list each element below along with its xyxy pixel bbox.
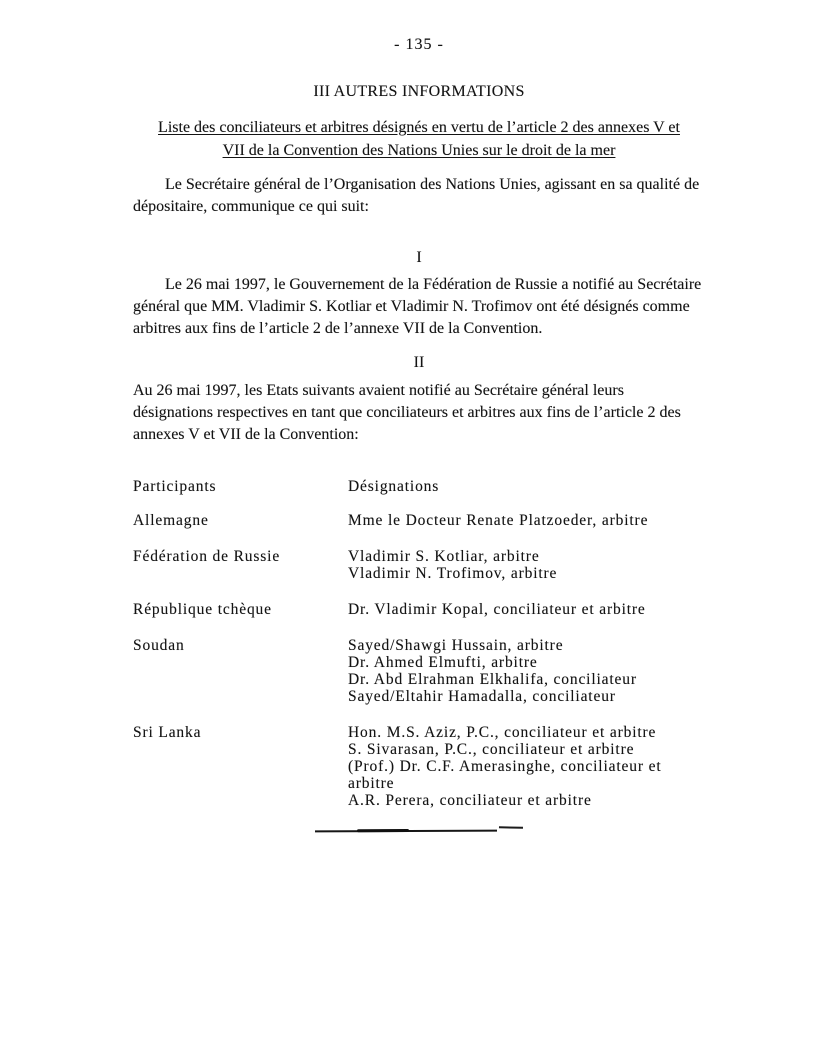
column-header-designations: Désignations <box>348 478 440 495</box>
table-row <box>133 512 705 529</box>
designation-line: Vladimir S. Kotliar, arbitre <box>348 548 540 565</box>
designation-line: A.R. Perera, conciliateur et arbitre <box>348 792 592 809</box>
footnote-separator-rule <box>315 830 497 832</box>
participants-table <box>133 478 705 809</box>
document-subtitle <box>133 116 705 162</box>
designations-cell <box>348 637 704 705</box>
participant-name: Soudan <box>133 637 185 654</box>
designations-cell <box>348 512 704 529</box>
table-row <box>133 724 705 809</box>
section-numeral-2: II <box>413 354 425 371</box>
designation-line: Hon. M.S. Aziz, P.C., conciliateur et arbitre <box>348 724 657 741</box>
designation-line: (Prof.) Dr. C.F. Amerasinghe, conciliateur et arbitre <box>348 758 662 792</box>
page-content <box>133 0 705 828</box>
section-numeral-1: I <box>416 249 422 266</box>
table-body <box>133 512 705 809</box>
designation-line: Sayed/Eltahir Hamadalla, conciliateur <box>348 688 616 705</box>
designations-cell <box>348 724 704 809</box>
designation-line: Vladimir N. Trofimov, arbitre <box>348 565 558 582</box>
table-row <box>133 548 705 582</box>
designation-line: S. Sivarasan, P.C., conciliateur et arbitre <box>348 741 635 758</box>
designations-cell <box>348 548 704 582</box>
intro-paragraph: Le Secrétaire général de l’Organisation des Nations Unies, agissant en sa qualité de dépositaire, communique ce qui suit: <box>133 176 700 215</box>
table-row <box>133 637 705 705</box>
designation-line: Dr. Ahmed Elmufti, arbitre <box>348 654 538 671</box>
page-title: III AUTRES INFORMATIONS <box>313 83 525 100</box>
table-row <box>133 601 705 618</box>
table-header-row <box>133 478 705 495</box>
section-2-paragraph: Au 26 mai 1997, les Etats suivants avaient notifié au Secrétaire général leurs désignations respectives en tant que conciliateurs et arbitres aux fins de l’article 2 des annexes V et VII de la Convention: <box>133 382 681 443</box>
participant-name: Sri Lanka <box>133 724 202 741</box>
designation-line: Mme le Docteur Renate Platzoeder, arbitre <box>348 512 649 529</box>
participant-name: Allemagne <box>133 512 209 529</box>
page-number: - 135 - <box>394 36 444 53</box>
designations-cell <box>348 601 704 618</box>
subtitle-line-1: Liste des conciliateurs et arbitres désignés en vertu de l’article 2 des annexes V et <box>158 119 680 136</box>
participant-name: Fédération de Russie <box>133 548 281 565</box>
section-1-paragraph: Le 26 mai 1997, le Gouvernement de la Fédération de Russie a notifié au Secrétaire général que MM. Vladimir S. Kotliar et Vladimir N. Trofimov ont été désignés comme arbitres aux fins de l’article 2 de l’annexe VII de la Convention. <box>133 276 702 337</box>
designation-line: Dr. Abd Elrahman Elkhalifa, conciliateur <box>348 671 637 688</box>
subtitle-line-2: VII de la Convention des Nations Unies sur le droit de la mer <box>222 142 616 159</box>
participant-name: République tchèque <box>133 601 272 618</box>
designation-line: Sayed/Shawgi Hussain, arbitre <box>348 637 564 654</box>
designation-line: Dr. Vladimir Kopal, conciliateur et arbitre <box>348 601 646 618</box>
column-header-participants: Participants <box>133 478 217 495</box>
